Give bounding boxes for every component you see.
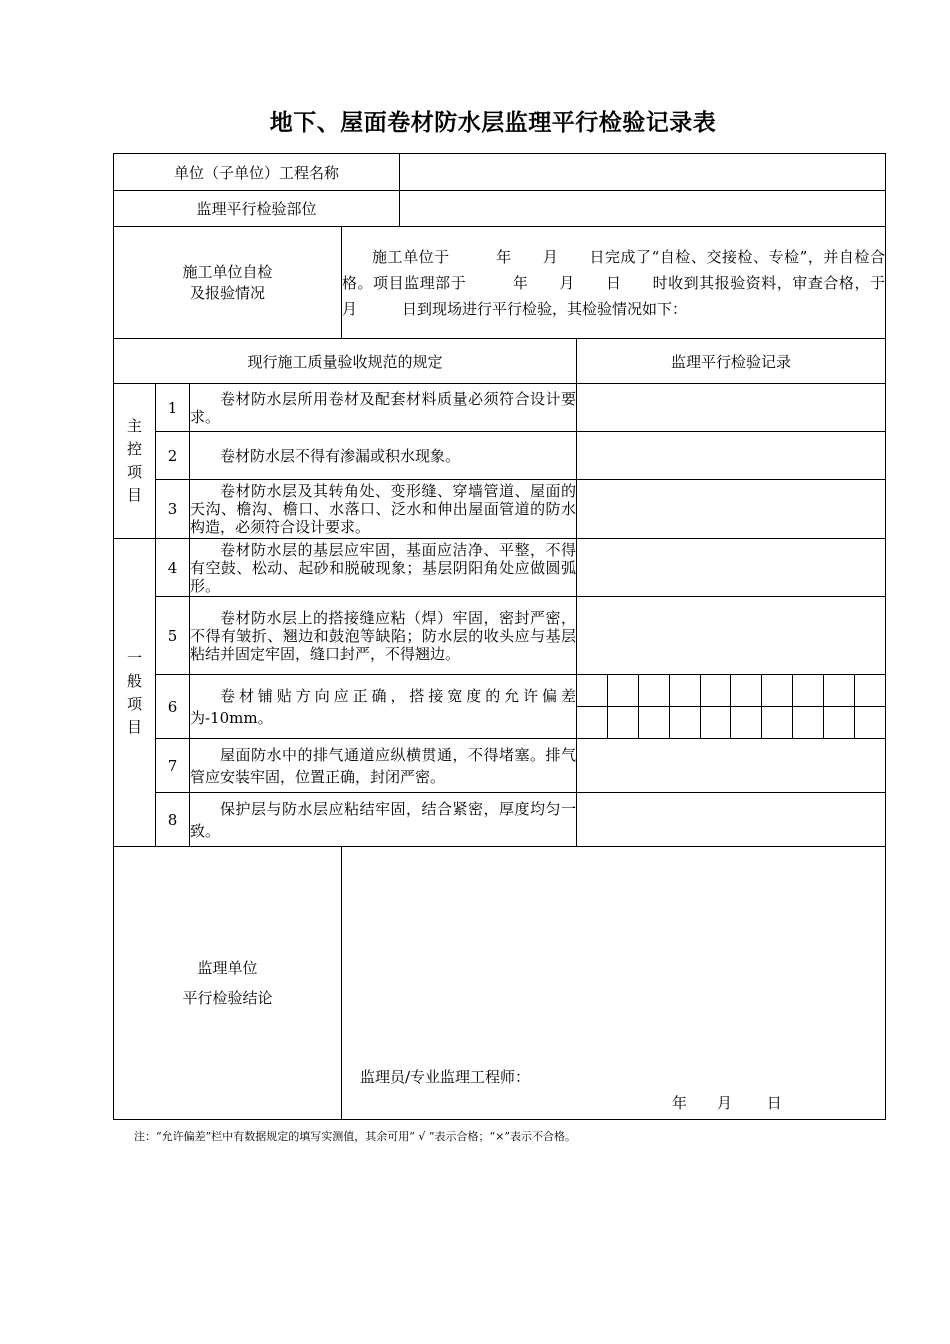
deviation-cell[interactable] — [669, 707, 700, 739]
deviation-cell[interactable] — [669, 675, 700, 707]
item-record-cell[interactable] — [577, 384, 886, 432]
deviation-cell[interactable] — [577, 707, 608, 739]
item-number: 1 — [156, 384, 190, 432]
item-requirement: 卷材防水层不得有渗漏或积水现象。 — [190, 432, 577, 480]
item-requirement: 卷材防水层所用卷材及配套材料质量必须符合设计要求。 — [190, 384, 577, 432]
project-name-label: 单位（子单位）工程名称 — [114, 154, 400, 191]
deviation-cell[interactable] — [823, 675, 854, 707]
conclusion-label-line2: 平行检验结论 — [182, 989, 273, 1007]
signer-label: 监理员/专业监理工程师： — [360, 1068, 531, 1086]
deviation-cell[interactable] — [854, 707, 885, 739]
item-requirement: 屋面防水中的排气通道应纵横贯通，不得堵塞。排气管应安装牢固，位置正确，封闭严密。 — [190, 739, 577, 793]
item-number: 4 — [156, 539, 190, 597]
item-record-cell[interactable] — [577, 539, 886, 597]
item-requirement: 卷材防水层及其转角处、变形缝、穿墙管道、屋面的天沟、檐沟、檐口、水落口、泛水和伸出屋面管道的防水构造，必须符合设计要求。 — [190, 480, 577, 539]
deviation-grid — [577, 675, 885, 738]
self-check-text: 施工单位于 年 月 日完成了“自检、交接检、专检”，并自检合格。项目监理部于 年 月 日 时收到其报验资料，审查合格，于 月 日到现场进行平行检验，其检验情况如下： — [342, 227, 886, 339]
deviation-cell[interactable] — [639, 675, 670, 707]
deviation-cell[interactable] — [762, 675, 793, 707]
deviation-cell[interactable] — [823, 707, 854, 739]
deviation-cell[interactable] — [793, 675, 824, 707]
deviation-cell[interactable] — [793, 707, 824, 739]
item-record-cell[interactable] — [577, 597, 886, 675]
conclusion-label — [114, 847, 342, 1120]
conclusion-label-line1: 监理单位 — [197, 959, 258, 977]
item-number: 7 — [156, 739, 190, 793]
deviation-cell[interactable] — [731, 675, 762, 707]
deviation-cell[interactable] — [731, 707, 762, 739]
deviation-grid-cell — [577, 675, 886, 739]
deviation-cell[interactable] — [854, 675, 885, 707]
spec-header: 现行施工质量验收规范的规定 — [114, 339, 577, 384]
sign-date: 年 月 日 — [672, 1094, 782, 1112]
item-record-cell[interactable] — [577, 739, 886, 793]
self-check-label-line1: 施工单位自检 — [182, 262, 273, 281]
item-number: 8 — [156, 793, 190, 847]
general-items-group-label: 一 般 项 目 — [114, 539, 156, 847]
inspection-form — [113, 153, 931, 1120]
item-number: 3 — [156, 480, 190, 539]
deviation-cell[interactable] — [608, 707, 639, 739]
deviation-cell[interactable] — [577, 675, 608, 707]
item-record-cell[interactable] — [577, 793, 886, 847]
conclusion-field[interactable] — [342, 847, 886, 1120]
main-items-group-label: 主 控 项 目 — [114, 384, 156, 539]
deviation-cell[interactable] — [700, 675, 731, 707]
form-title: 地下、屋面卷材防水层监理平行检验记录表 — [269, 109, 717, 136]
deviation-cell[interactable] — [700, 707, 731, 739]
item-record-cell[interactable] — [577, 432, 886, 480]
inspection-part-field[interactable] — [400, 191, 886, 227]
item-requirement: 卷材防水层的基层应牢固，基面应洁净、平整，不得有空鼓、松动、起砂和脱破现象；基层阴阳角处应做圆弧形。 — [190, 540, 576, 595]
inspection-part-label: 监理平行检验部位 — [114, 191, 400, 227]
item-requirement: 卷材防水层上的搭接缝应粘（焊）牢固，密封严密，不得有皱折、翘边和鼓泡等缺陷；防水层的收头应与基层粘结并固定牢固，缝口封严，不得翘边。 — [190, 597, 577, 675]
self-check-label-line2: 及报验情况 — [189, 283, 265, 302]
item-number: 2 — [156, 432, 190, 480]
deviation-cell[interactable] — [608, 675, 639, 707]
record-header: 监理平行检验记录 — [577, 339, 886, 384]
footnote: 注：“允许偏差”栏中有数据规定的填写实测值，其余可用“ √ ”表示合格；“×”表示不合格。 — [134, 1130, 576, 1143]
deviation-cell[interactable] — [639, 707, 670, 739]
self-check-label — [114, 227, 342, 339]
item-number: 5 — [156, 597, 190, 675]
item-requirement: 保护层与防水层应粘结牢固，结合紧密，厚度均匀一致。 — [190, 793, 577, 847]
item-number: 6 — [156, 675, 190, 739]
item-requirement: 卷材铺贴方向应正确，搭接宽度的允许偏差为-10mm。 — [190, 675, 577, 739]
item-record-cell[interactable] — [577, 480, 886, 539]
project-name-field[interactable] — [400, 154, 886, 191]
deviation-cell[interactable] — [762, 707, 793, 739]
